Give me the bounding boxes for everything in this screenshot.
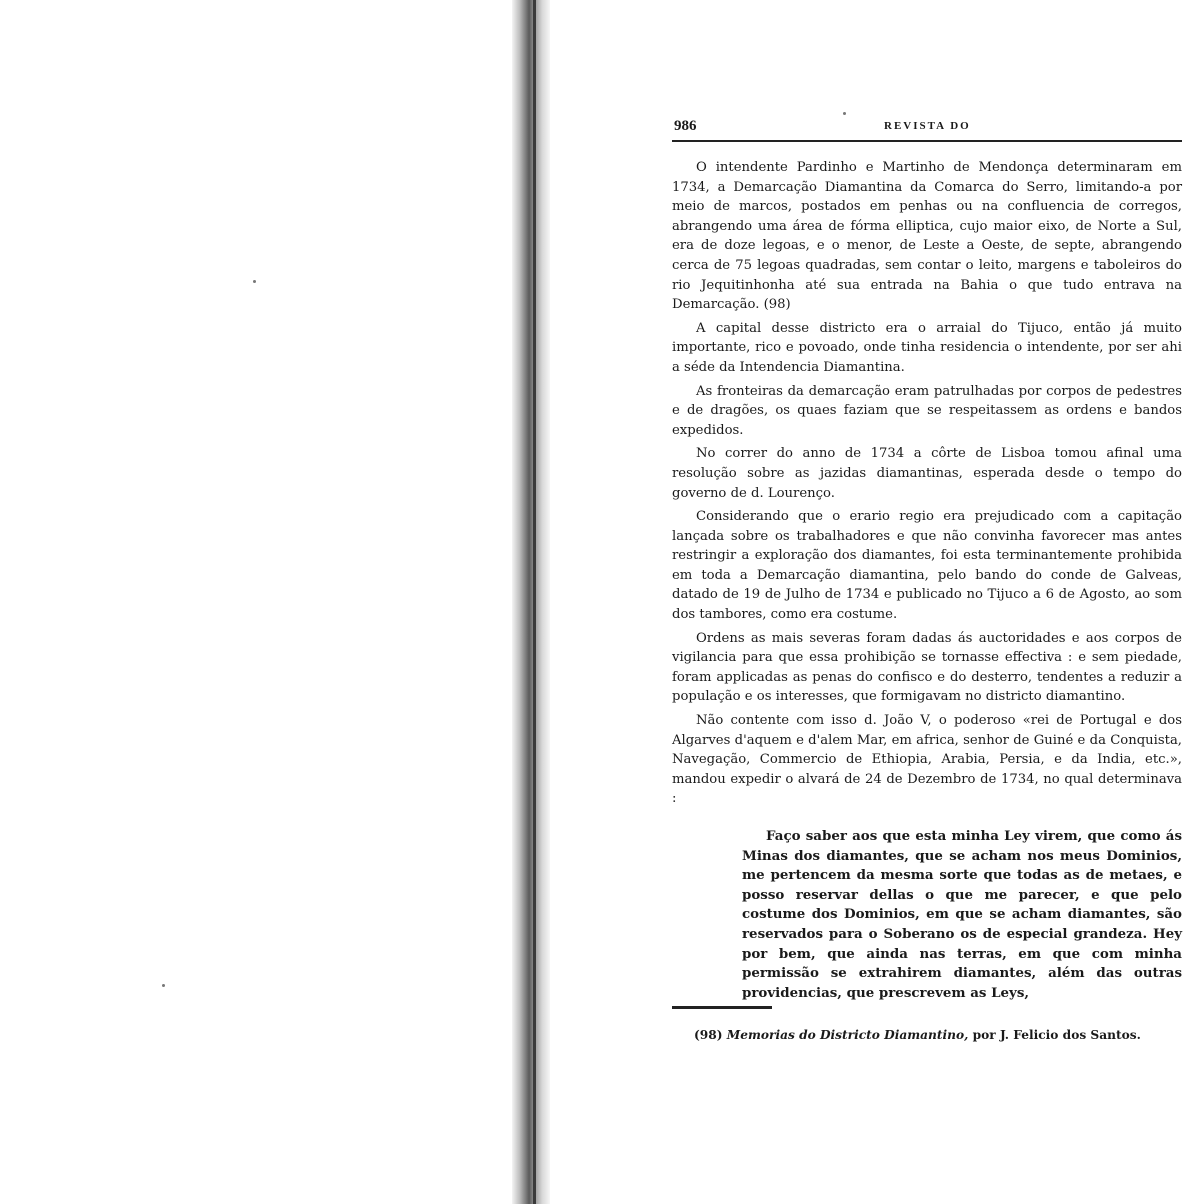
footnote-marker: (98) (694, 1028, 723, 1042)
page-speck (843, 112, 846, 115)
paragraph: As fronteiras da demarcação eram patrulhadas por corpos de pedestres e de dragões, os quaes faziam que se respeitassem as ordens e bandos expedidos. (672, 383, 1182, 438)
paragraph: Ordens as mais severas foram dadas ás auctoridades e aos corpos de vigilancia para que essa prohibição se tornasse effectiva : e sem piedade, foram applicadas as penas do confisco e do desterro, tendentes a reduzir a população e os interesses, que formigavam no districto diamantino. (672, 630, 1182, 705)
paragraph: A capital desse districto era o arraial do Tijuco, então já muito importante, rico e povoado, onde tinha residencia o intendente, por ser ahi a séde da Intendencia Diamantina. (672, 320, 1182, 375)
footnote (694, 1028, 1141, 1042)
block-quote: Faço saber aos que esta minha Ley virem, que como ás Minas dos diamantes, que se acham nos meus Dominios, me pertencem da mesma sorte que todas as de metaes, e posso reservar dellas o que me parecer, e que pelo costume dos Dominios, em que se acham diamantes, são reservados para o Soberano os de especial grandeza. Hey por bem, que ainda nas terras, em que com minha permissão se extrahirem diamantes, além das outras providencias, que prescrevem as Leys, (742, 828, 1182, 1001)
page-content (672, 118, 1182, 1003)
page-header (672, 118, 1182, 142)
paragraph: Não contente com isso d. João V, o poderoso «rei de Portugal e dos Algarves d'aquem e d'alem Mar, em africa, senhor de Guiné e da Conquista, Navegação, Commercio de Ethiopia, Arabia, Persia, e da India, etc.», mandou expedir o alvará de 24 de Dezembro de 1734, no qual determinava : (672, 713, 1182, 807)
footnote-title: Memorias do Districto Diamantino, (726, 1028, 969, 1042)
footnote-divider (672, 1006, 772, 1009)
paragraph: No correr do anno de 1734 a côrte de Lisboa tomou afinal uma resolução sobre as jazidas diamantinas, esperada desde o tempo do governo de d. Lourenço. (672, 446, 1182, 501)
paragraph: Considerando que o erario regio era prejudicado com a capitação lançada sobre os trabalhadores e que não convinha favorecer mas antes restringir a exploração dos diamantes, foi esta terminantemente prohibida em toda a Demarcação diamantina, pelo bando do conde de Galveas, datado de 19 de Julho de 1734 e publicado no Tijuco a 6 de Agosto, ao som dos tambores, como era costume. (672, 509, 1182, 623)
page-speck (162, 984, 165, 987)
paragraph: O intendente Pardinho e Martinho de Mendonça determinaram em 1734, a Demarcação Diamantina da Comarca do Serro, limitando-a por meio de marcos, postados em penhas ou na confluencia de corregos, abrangendo uma área de fórma elliptica, cujo maior eixo, de Norte a Sul, era de doze legoas, e o menor, de Leste a Oeste, de septe, abrangendo cerca de 75 legoas quadradas, sem contar o leito, margens e taboleiros do rio Jequitinhonha até sua entrada na Bahia o que tudo entrava na Demarcação. (98) (672, 160, 1182, 313)
book-binding-shadow (512, 0, 550, 1204)
page-number: 986 (674, 118, 697, 134)
running-head: REVISTA DO (884, 120, 971, 132)
body-text (672, 158, 1182, 809)
footnote-author: por J. Felicio dos Santos. (972, 1028, 1141, 1042)
page-speck (253, 280, 256, 283)
book-gutter-line (533, 0, 536, 1204)
